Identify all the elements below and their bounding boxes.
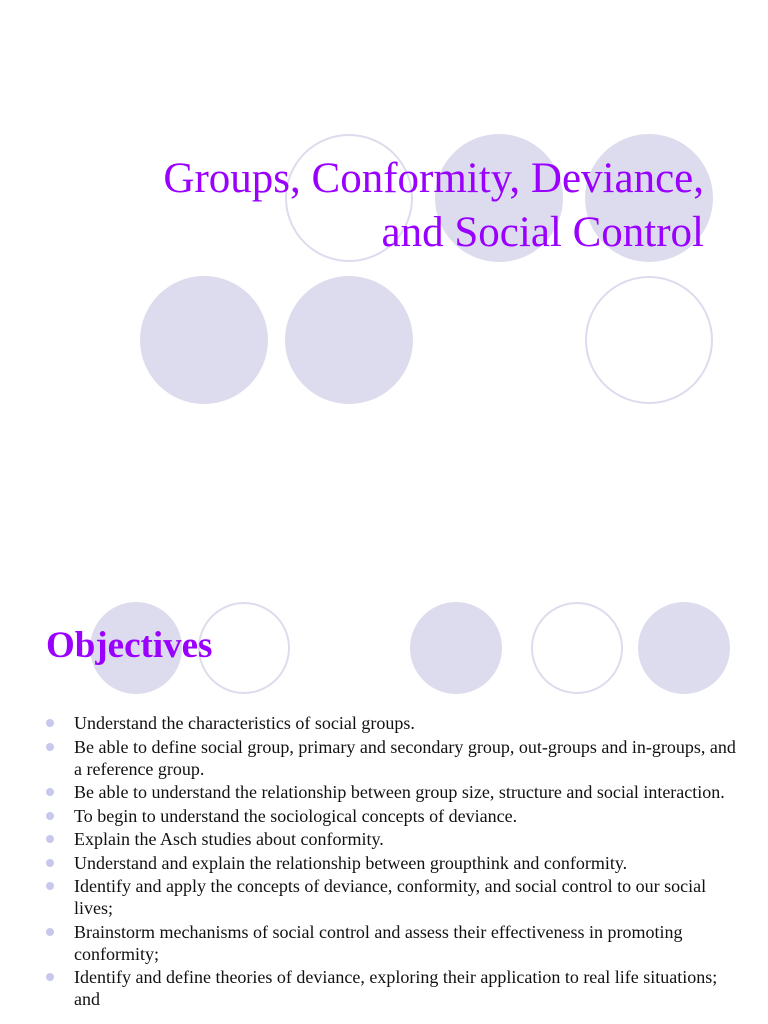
list-item-text: Brainstorm mechanisms of social control and assess their effectiveness in promoting conformity; — [74, 921, 683, 964]
objectives-list — [46, 712, 736, 1012]
list-item-text: Identify and define theories of deviance, exploring their application to real life situations; and — [74, 967, 718, 1009]
decorative-circle-filled — [410, 602, 502, 694]
decorative-circle-outline — [585, 276, 713, 404]
list-item — [46, 736, 736, 780]
slide-title-line-2: and Social Control — [381, 209, 704, 256]
list-item — [46, 875, 736, 919]
slide-title — [64, 152, 704, 260]
list-item-text: Be able to understand the relationship between group size, structure and social interaction. — [74, 782, 725, 802]
decorative-circle-filled — [285, 276, 413, 404]
list-item-text: Be able to define social group, primary and secondary group, out-groups and in-groups, and a reference group. — [74, 736, 736, 779]
bullet-icon — [46, 859, 54, 867]
bullet-icon — [46, 973, 54, 981]
bullet-icon — [46, 928, 54, 936]
bullet-icon — [46, 882, 54, 890]
decorative-circle-filled — [638, 602, 730, 694]
list-item-text: Understand and explain the relationship between groupthink and conformity. — [74, 852, 628, 873]
list-item — [46, 781, 736, 803]
decorative-circle-outline — [531, 602, 623, 694]
slide-title-line-1: Groups, Conformity, Deviance, — [163, 155, 704, 202]
decorative-circle-filled — [140, 276, 268, 404]
list-item — [46, 712, 736, 734]
list-item — [46, 966, 736, 1010]
objectives-slide — [0, 560, 768, 1024]
list-item-text: Understand the characteristics of social groups. — [74, 713, 415, 733]
list-item — [46, 852, 736, 874]
objectives-heading: Objectives — [46, 625, 213, 666]
bullet-icon — [46, 812, 54, 820]
bullet-icon — [46, 835, 54, 843]
list-item-text: Identify and apply the concepts of deviance, conformity, and social control to our social lives; — [74, 876, 707, 918]
list-item — [46, 805, 736, 827]
bullet-icon — [46, 788, 54, 796]
bullet-icon — [46, 719, 54, 727]
list-item — [46, 921, 736, 965]
list-item — [46, 828, 736, 850]
list-item-text: To begin to understand the sociological concepts of deviance. — [74, 805, 518, 826]
bullet-icon — [46, 743, 54, 751]
list-item-text: Explain the Asch studies about conformity. — [74, 829, 384, 849]
